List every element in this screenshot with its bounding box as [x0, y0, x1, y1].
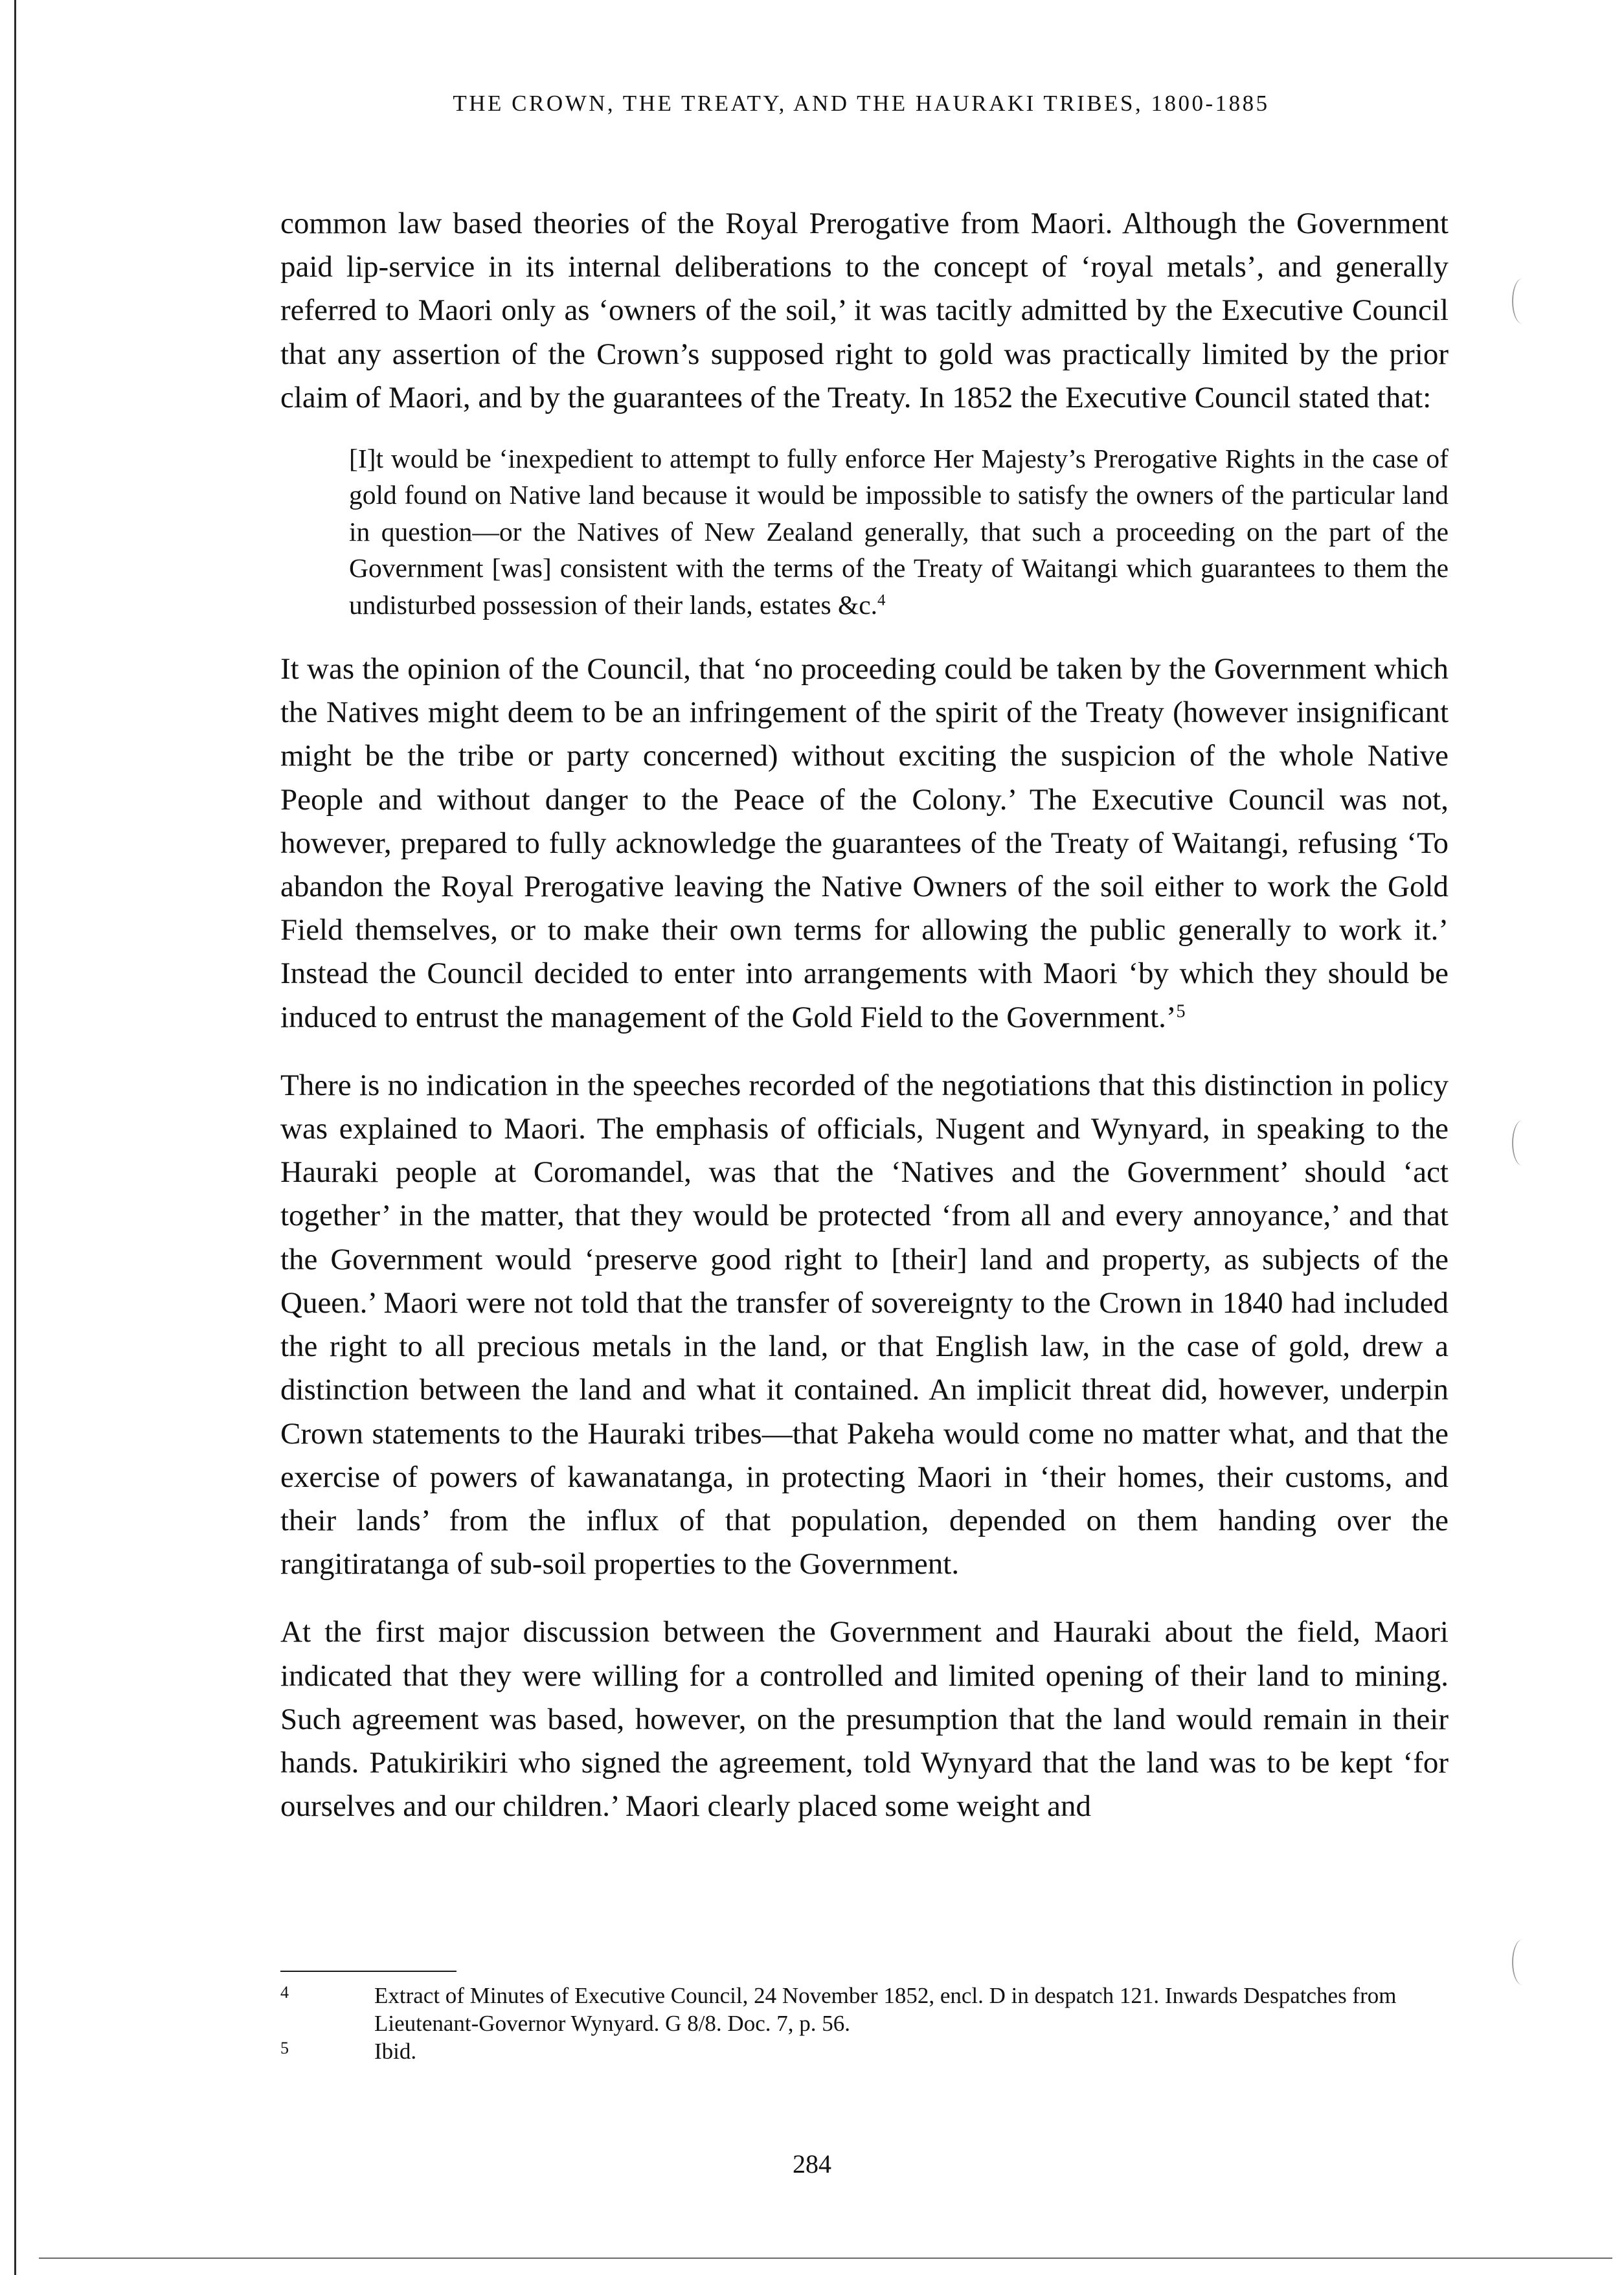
- paragraph-text: There is no indication in the speeches recorded of the negotiations that this distinction in policy was explained to Maori. The emphasis of officials, Nugent and Wynyard, in speaking to the Hauraki people at Coromandel, was that the ‘Natives and the Government’ should ‘act together’ in the matter, that they would be protected ‘from all and every annoyance,’ and that the Government would ‘preserve good right to [their] land and property, as subjects of the Queen.’ Maori were not told that the transfer of sovereignty to the Crown in 1840 had included the right to all precious metals in the land, or that English law, in the case of gold, drew a distinction between the land and what it contained. An implicit threat did, however, underpin Crown statements to the Hauraki tribes—that Pakeha would come no matter what, and that the exercise of powers of kawanatanga, in protecting Maori in ‘their homes, their customs, and their lands’ from the influx of that population, depended on them handing over the rangitiratanga of sub-soil properties to the Government.: [280, 1068, 1449, 1581]
- binding-hole-mark: [1512, 1940, 1533, 1985]
- footnote-rule: [280, 1971, 457, 1972]
- block-quote: [349, 440, 1449, 623]
- scan-border-left: [14, 0, 16, 2275]
- footnotes: [280, 1982, 1449, 2065]
- paragraph-text: common law based theories of the Royal Prerogative from Maori. Although the Government paid lip-service in its internal deliberations to the concept of ‘royal metals’, and generally referred to Maori only as ‘owners of the soil,’ it was tacitly admitted by the Executive Council that any assertion of the Crown’s supposed right to gold was practically limited by the prior claim of Maori, and by the guarantees of the Treaty. In 1852 the Executive Council stated that:: [280, 207, 1449, 414]
- binding-hole-mark: [1512, 1120, 1533, 1166]
- footnote-number: 5: [280, 2039, 289, 2057]
- footnote-text: Ibid.: [374, 2039, 417, 2064]
- body-text: [280, 202, 1449, 1828]
- paragraph: [280, 1611, 1449, 1828]
- scan-border-bottom: [39, 2258, 1612, 2259]
- binding-hole-mark: [1512, 278, 1533, 324]
- running-head: THE CROWN, THE TREATY, AND THE HAURAKI TRIBES, 1800-1885: [453, 91, 1270, 116]
- footnote-number: 4: [280, 1983, 289, 2002]
- footnote-text: Extract of Minutes of Executive Council, 24 November 1852, encl. D in despatch 121. Inwards Despatches from Lieutenant-Governor Wynyard. G 8/8. Doc. 7, p. 56.: [374, 1983, 1397, 2036]
- footnote-ref: 4: [877, 591, 886, 609]
- paragraph: [280, 1064, 1449, 1586]
- footnote: [280, 2037, 1449, 2065]
- footnote-ref: 5: [1176, 1001, 1186, 1022]
- footnote: [280, 1982, 1449, 2037]
- paragraph-text: It was the opinion of the Council, that ‘no proceeding could be taken by the Government which the Natives might deem to be an infringement of the spirit of the Treaty (however insignificant might be the tribe or party concerned) without exciting the suspicion of the whole Native People and without danger to the Peace of the Colony.’ The Executive Council was not, however, prepared to fully acknowledge the guarantees of the Treaty of Waitangi, refusing ‘To abandon the Royal Prerogative leaving the Native Owners of the soil either to work the Gold Field themselves, or to make their own terms for allowing the public generally to work it.’ Instead the Council decided to enter into arrangements with Maori ‘by which they should be induced to entrust the management of the Gold Field to the Government.’: [280, 652, 1449, 1034]
- quote-text: [I]t would be ‘inexpedient to attempt to fully enforce Her Majesty’s Prerogative Rights in the case of gold found on Native land because it would be impossible to satisfy the owners of the particular land in question—or the Natives of New Zealand generally, that such a proceeding on the part of the Government [was] consistent with the terms of the Treaty of Waitangi which guarantees to them the undisturbed possession of their lands, estates &c.: [349, 444, 1449, 620]
- paragraph: [280, 202, 1449, 420]
- paragraph: [280, 648, 1449, 1039]
- page-number: 284: [793, 2149, 831, 2179]
- paragraph-text: At the first major discussion between the Government and Hauraki about the field, Maori indicated that they were willing for a controlled and limited opening of their land to mining. Such agreement was based, however, on the presumption that the land would remain in their hands. Patukirikiri who signed the agreement, told Wynyard that the land was to be kept ‘for ourselves and our children.’ Maori clearly placed some weight and: [280, 1615, 1449, 1824]
